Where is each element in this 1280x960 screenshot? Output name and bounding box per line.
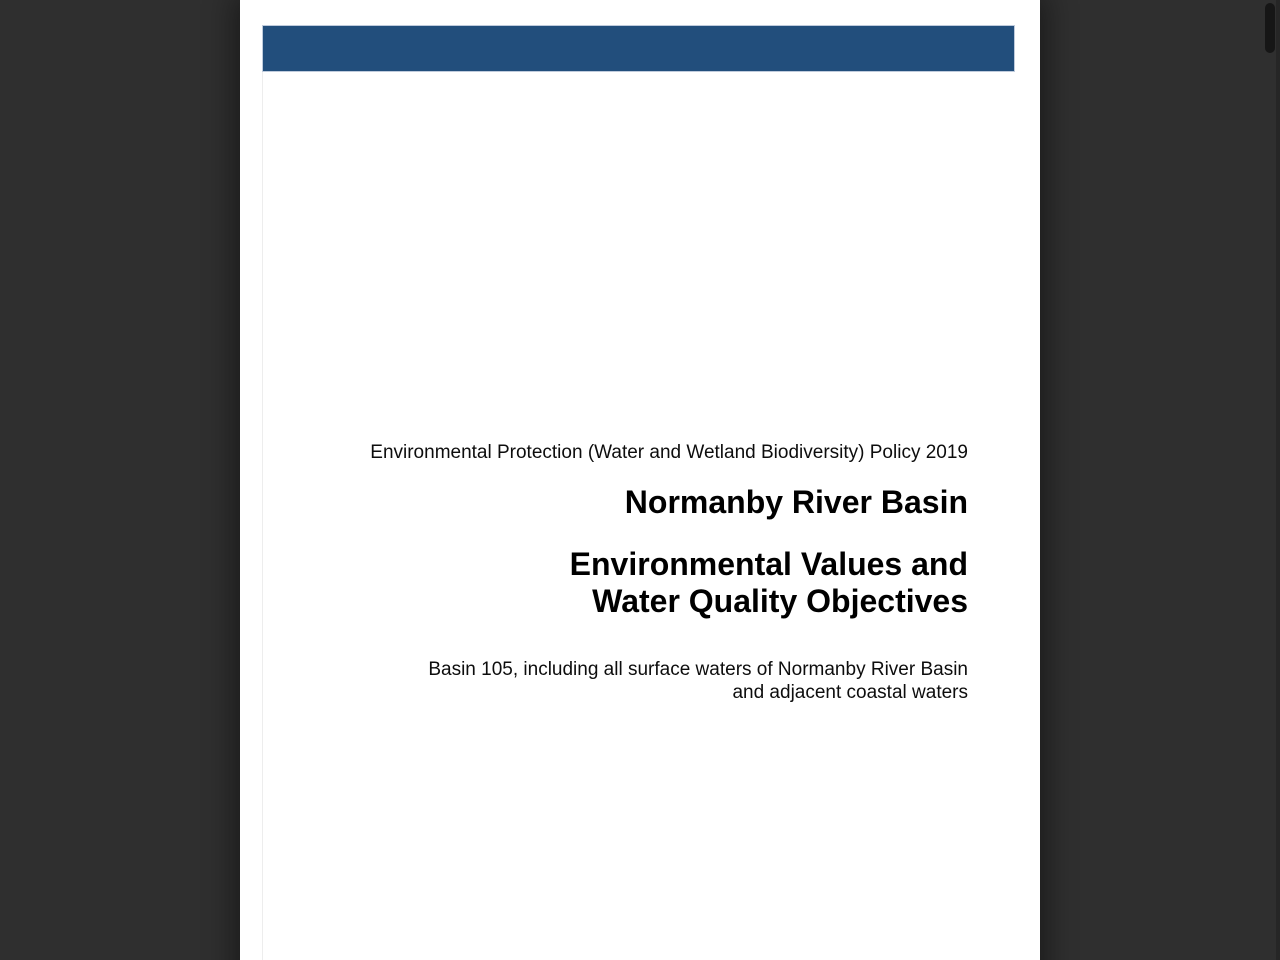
basin-line-2: and adjacent coastal waters — [732, 681, 968, 703]
policy-line: Environmental Protection (Water and Wetland Biodiversity) Policy 2019 — [370, 442, 968, 463]
document-page — [240, 0, 1040, 960]
subtitle-line-1: Environmental Values and — [569, 546, 968, 582]
cover-banner — [262, 25, 1015, 72]
basin-description — [300, 659, 968, 704]
scrollbar-thumb[interactable] — [1265, 3, 1275, 53]
subtitle-line-2: Water Quality Objectives — [592, 583, 968, 619]
document-subtitle — [300, 546, 968, 620]
layout-table-border — [262, 72, 263, 960]
document-title: Normanby River Basin — [624, 484, 968, 520]
scrollbar-track[interactable] — [1276, 0, 1280, 960]
basin-line-1: Basin 105, including all surface waters of Normanby River Basin — [428, 659, 968, 680]
